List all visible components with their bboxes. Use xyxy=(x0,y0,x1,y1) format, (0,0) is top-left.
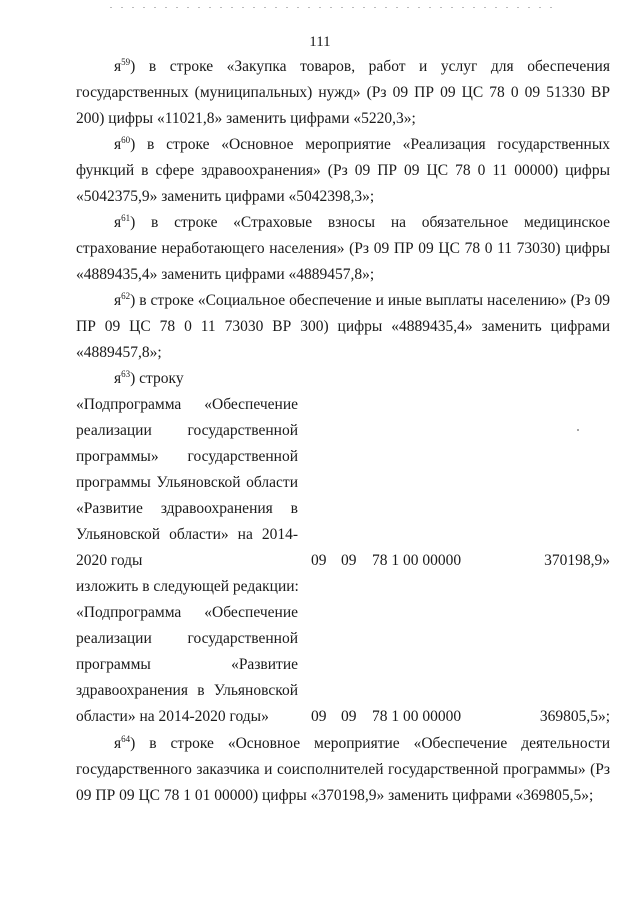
item-number: 60 xyxy=(121,135,131,145)
new-row-pr: 09 xyxy=(341,708,357,725)
old-row-rz: 09 xyxy=(311,552,327,569)
amendments-block-top xyxy=(76,54,610,392)
item-number: 63 xyxy=(121,369,131,379)
item-letter: я xyxy=(114,214,122,231)
item-letter: я xyxy=(114,58,122,75)
item-text: ) строку xyxy=(130,370,184,387)
item-text: ) в строке «Основное мероприятие «Обеспечение деятельности государственного заказчика и соисполнителей государственной программы» (Рз 09 ПР 09 ЦС 78 1 01 00000) цифры «370198,9» заменить цифрами «369805,5»; xyxy=(76,735,610,804)
amendments-block-bottom xyxy=(76,731,610,809)
old-row-value: 370198,9» xyxy=(544,552,610,569)
item-number: 59 xyxy=(121,57,131,67)
page-number: 111 xyxy=(309,34,331,50)
item-text: ) в строке «Страховые взносы на обязательное медицинское страхование неработающего населения» (Рз 09 ПР 09 ЦС 78 0 11 73030) цифры «4889435,4» заменить цифрами «4889457,8»; xyxy=(76,214,610,283)
paragraph-ya63 xyxy=(76,366,610,392)
paragraph-ya59 xyxy=(76,54,610,132)
item-text: ) в строке «Социальное обеспечение и иные выплаты населению» (Рз 09 ПР 09 ЦС 78 0 11 73030 ВР 300) цифры «4889435,4» заменить цифрами «4889457,8»; xyxy=(76,292,610,361)
replace-label: изложить в следующей редакции: xyxy=(76,578,299,595)
old-row-name: «Подпрограмма «Обеспечение реализации государственной программы» государственной программы Ульяновской области «Развитие здравоохранения в Ульяновской области» на 2014-2020 годы xyxy=(76,396,298,569)
new-row-name: «Подпрограмма «Обеспечение реализации государственной программы «Развитие здравоохранения в Ульяновской области» на 2014-2020 годы» xyxy=(76,604,298,725)
new-row-rz: 09 xyxy=(311,708,327,725)
item-letter: я xyxy=(114,292,122,309)
paragraph-ya61 xyxy=(76,210,610,288)
item-number: 64 xyxy=(121,734,131,744)
item-letter: я xyxy=(114,370,122,387)
item-number: 62 xyxy=(121,291,131,301)
old-table-row xyxy=(76,392,610,574)
scan-speck xyxy=(576,428,580,432)
item-text: ) в строке «Закупка товаров, работ и услуг для обеспечения государственных (муниципальных) нужд» (Рз 09 ПР 09 ЦС 78 0 09 51330 ВР 200) цифры «11021,8» заменить цифрами «5220,3»; xyxy=(76,58,610,127)
item-letter: я xyxy=(114,735,122,752)
paragraph-ya64 xyxy=(76,731,610,809)
paragraph-ya62 xyxy=(76,288,610,366)
scan-artifact-dots xyxy=(0,6,640,9)
item-text: ) в строке «Основное мероприятие «Реализация государственных функций в сфере здравоохранения» (Рз 09 ПР 09 ЦС 78 0 11 00000) цифры «5042375,9» заменить цифрами «5042398,3»; xyxy=(76,136,610,205)
item-number: 61 xyxy=(121,213,131,223)
new-row-value: 369805,5»; xyxy=(539,708,610,725)
old-row-pr: 09 xyxy=(341,552,357,569)
item-letter: я xyxy=(114,136,122,153)
old-row-cs: 78 1 00 00000 xyxy=(372,552,462,569)
new-row-cs: 78 1 00 00000 xyxy=(372,708,462,725)
paragraph-ya60 xyxy=(76,132,610,210)
